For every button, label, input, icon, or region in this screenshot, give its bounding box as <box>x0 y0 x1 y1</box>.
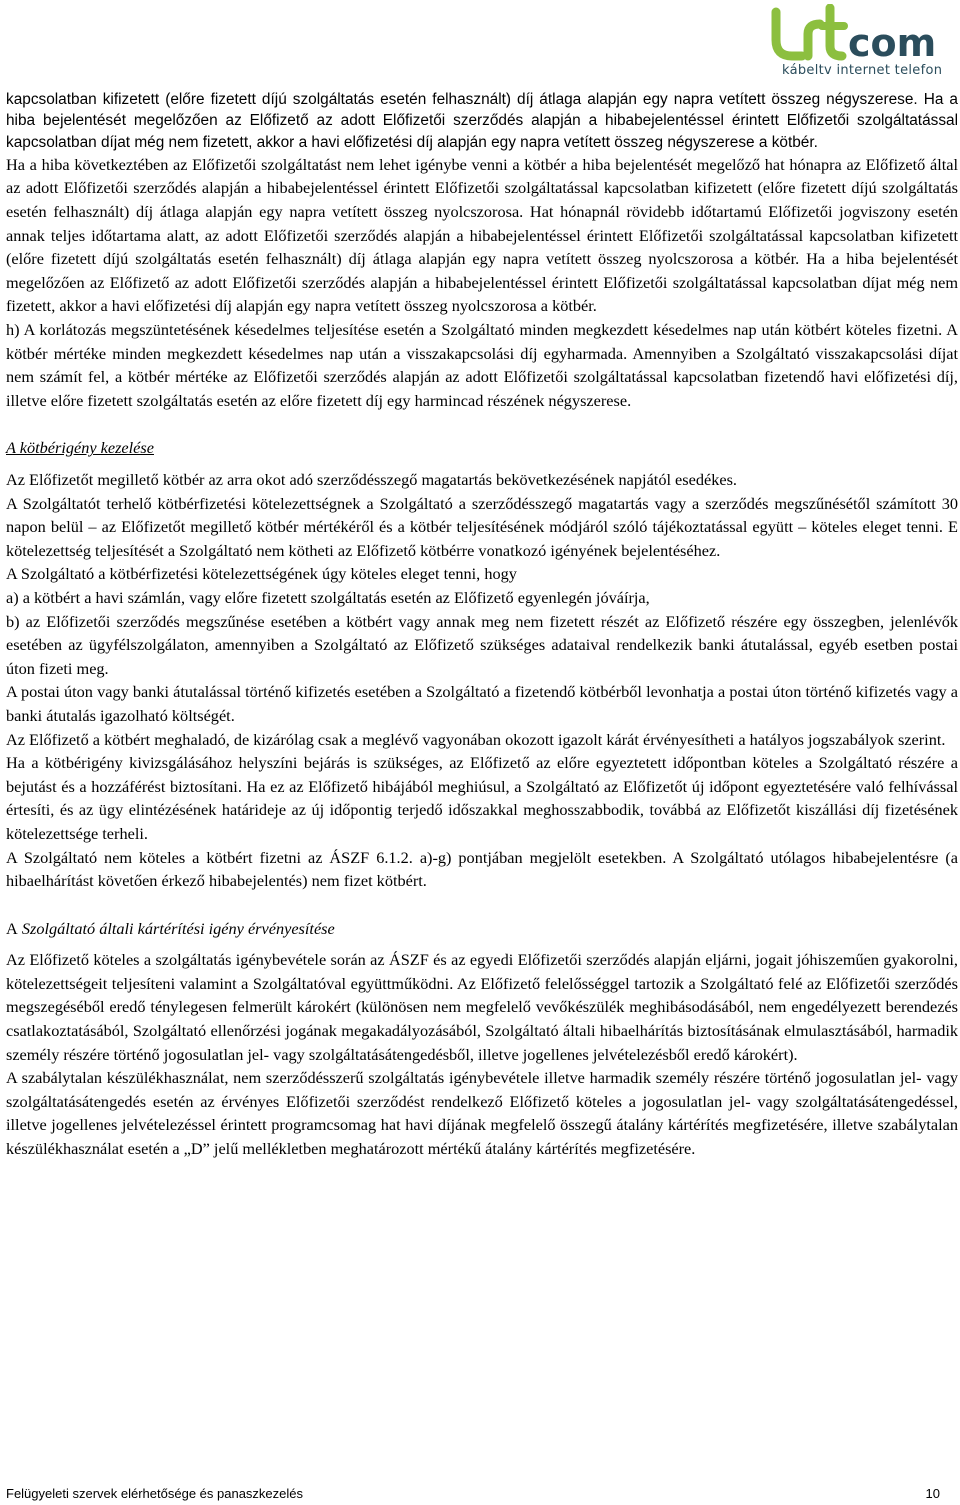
paragraph: Az Előfizető köteles a szolgáltatás igénybevétele során az ÁSZF és az egyedi Előfizetői szerződés alapján eljárni, jogait jóhiszeműen gyakorolni, kötelezettségeit teljesíteni valamint a Szolgáltatóval együttműködni. Az Előfizető felelősséggel tartozik a Szolgáltató felé az Előfizetői szerződés megszegéséből eredő ténylegesen felmerült károkért (különösen nem megfelelő vevőkészülék meghibásodásából, nem engedélyezett berendezés csatlakoztatásából, Szolgáltató ellenőrzési jogának megakadályozásából, Szolgáltató általi hibaelhárítás biztosításának elmulasztásából, harmadik személy részére történő jogosulatlan jel- vagy szolgáltatásátengedésből, illetve jogellenes jelvételezésből eredő károkért). <box>6 950 958 1064</box>
spacer <box>6 940 958 948</box>
page-number: 10 <box>925 1486 940 1501</box>
document-body <box>6 89 958 1161</box>
paragraph: A Szolgáltató nem köteles a kötbért fizetni az ÁSZF 6.1.2. a)-g) pontjában megjelölt esetekben. A Szolgáltató utólagos hibabejelentésre (a hibaelhárítást követően érkező hibabejelentés) nem fizet kötbért. <box>6 847 958 891</box>
paragraph: kapcsolatban kifizetett (előre fizetett díjú szolgáltatás esetén felhasznált) díj átlaga alapján egy napra vetített összeg négyszerese. Ha a hiba bejelentését megelőzően az Előfizető az adott Előfizetői szerződés alapján a hibabejelentéssel érintett Előfizetői szolgáltatással kapcsolatban díjat még nem fizetett, akkor a havi előfizetési díj alapján egy napra vetített összeg négyszerese a kötbér. <box>6 91 958 151</box>
section-heading-prefix: A <box>6 918 18 938</box>
paragraph: A Szolgáltató a kötbérfizetési kötelezettségének úgy köteles eleget tenni, hogy <box>6 564 517 584</box>
footer-title: Felügyeleti szervek elérhetősége és panaszkezelés <box>6 1486 304 1501</box>
section-heading-text: Szolgáltató általi kártérítési igény érvényesítése <box>21 918 335 938</box>
list-item: a) a kötbért a havi számlán, vagy előre fizetett szolgáltatás esetén az Előfizető egyenlegén jóváírja, <box>6 587 650 607</box>
paragraph: A Szolgáltatót terhelő kötbérfizetési kötelezettségnek a Szolgáltató a szerződésszegő magatartás vagy a szerződés megszűnésétől számított 30 napon belül – az Előfizetőt megillető kötbér mértékéről és a kötbér teljesítésének módjáról szóló tájékoztatással együtt – köteles eleget tenni. E kötelezettség teljesítését a Szolgáltató nem kötheti az Előfizető kötbérre vonatkozó igényének bejelentéséhez. <box>6 493 958 560</box>
spacer <box>6 460 958 468</box>
paragraph: Ha a kötbérigény kivizsgálásához helyszíni bejárás is szükséges, az Előfizető az előre egyeztetett időpontban köteles a Szolgáltató részére a bejutást és a hozzáférést biztosítani. Ha ez az Előfizető hibájából meghiúsul, a Szolgáltató az Előfizetőt új időpont egyeztetésére való felhívással értesíti, és az ügy elintézésének határideje az új időpontig terjedő időszakkal meghosszabbodik, továbbá az Előfizetőt kiszállási díj fizetésének kötelezettsége terheli. <box>6 753 958 843</box>
spacer <box>6 893 958 917</box>
logo-mark-icon <box>768 4 958 64</box>
spacer <box>6 412 958 436</box>
logo-tagline: kábeltv internet telefon <box>782 63 943 78</box>
page-footer <box>6 1486 954 1501</box>
section-heading: A kötbérigény kezelése <box>6 438 154 458</box>
paragraph: A postai úton vagy banki átutalással történő kifizetés esetében a Szolgáltató a fizetendő kötbérből levonhatja a postai úton történő kifizetés vagy a banki átutalás igazolható költségét. <box>6 682 958 725</box>
paragraph: Az Előfizető a kötbért meghaladó, de kizárólag csak a meglévő vagyonában okozott igazolt kárát érvényesítheti a hatályos jogszabályok szerint. <box>6 729 946 749</box>
paragraph: h) A korlátozás megszüntetésének késedelmes teljesítése esetén a Szolgáltató minden megkezdett késedelmes nap után kötbért köteles fizetni. A kötbér mértéke minden megkezdett késedelmes nap után a visszakapcsolási díj egyharmada. Amennyiben a Szolgáltató visszakapcsolási díjat nem számít fel, a kötbér mértéke az Előfizetői szerződés alapján az adott Előfizetői szolgáltatással kapcsolatban fizetendő havi előfizetési díj, illetve előre fizetett szolgáltatás esetén az előre fizetett díj egy harmincad részének négyszerese. <box>6 320 958 410</box>
list-item: b) az Előfizetői szerződés megszűnése esetében a kötbért vagy annak meg nem fizetett részét az Előfizető részére egy összegben, jelenlévők esetében az ügyfélszolgálaton, amennyiben a Szolgáltató az Előfizető szükséges adataival rendelkezik banki átutalással, egyéb esetben postai úton fizeti meg. <box>6 611 958 678</box>
section-heading <box>6 917 958 941</box>
paragraph: Ha a hiba következtében az Előfizetői szolgáltatást nem lehet igénybe venni a kötbér a hiba bejelentését megelőző hat hónapra az Előfizető által az adott Előfizetői szerződés alapján a hibabejelentéssel érintett Előfizetői szolgáltatással kapcsolatban kifizetett (előre fizetett díjú szolgáltatás esetén felhasznált) díj átlaga alapján egy napra vetített összeg nyolcszorosa. Hat hónapnál rövidebb időtartamú Előfizetői jogviszony esetén annak teljes időtartama alatt, az adott Előfizetői szerződés alapján a hibabejelentéssel érintett Előfizetői szolgáltatással kapcsolatban kifizetett (előre fizetett díjú szolgáltatás esetén felhasznált) díj átlaga alapján egy napra vetített összeg nyolcszorosa a kötbér. Ha a hiba bejelentését megelőzően az Előfizető az adott Előfizetői szerződés alapján a hibabejelentéssel érintett Előfizetői szolgáltatással kapcsolatban díjat még nem fizetett, akkor a havi előfizetési díj alapján egy napra vetített összeg nyolcszorosa a kötbér. <box>6 154 958 316</box>
paragraph: Az Előfizetőt megillető kötbér az arra okot adó szerződésszegő magatartás bekövetkezésének napjától esedékes. <box>6 470 737 490</box>
paragraph: A szabálytalan készülékhasználat, nem szerződésszerű szolgáltatás igénybevétele illetve harmadik személy részére történő jogosulatlan jel- vagy szolgáltatásátengedés esetén az érvényes Előfizetői szerződést rendelkező Előfizető köteles a jogosulatlan jel- vagy szolgáltatásátengedéssel, illetve jogellenes jelvételezéssel érintett programcsomag hat havi díjának megfelelő összegű átalány kártérítés megfizetésére, illetve szabálytalan készülékhasználat esetén a „D” jelű mellékletben meghatározott mértékű átalány kártérítés megfizetésére. <box>6 1068 958 1159</box>
svg-text:com: com <box>848 21 937 64</box>
